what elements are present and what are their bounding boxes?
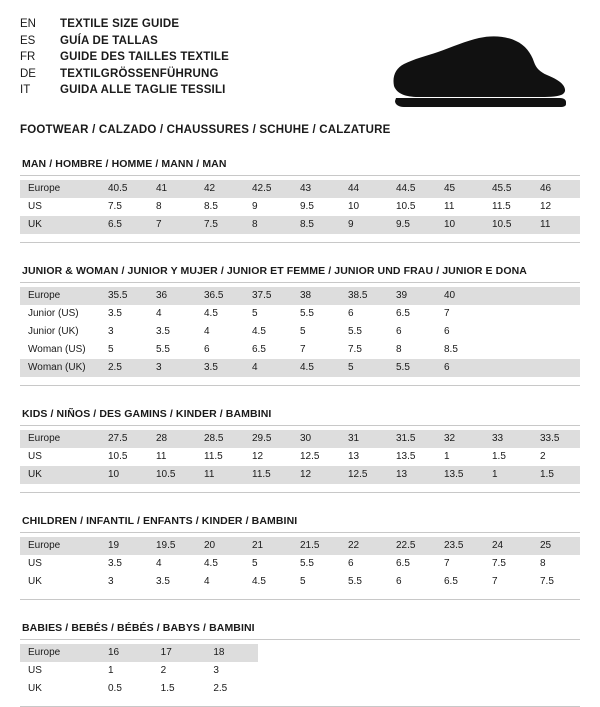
- size-cell: [532, 323, 580, 341]
- size-cell: 40.5: [108, 183, 128, 194]
- row-header: Junior (US): [28, 308, 79, 319]
- size-cell: 9: [252, 201, 258, 212]
- size-table-block: [20, 622, 580, 707]
- size-table-block: [20, 158, 580, 243]
- size-cell: 8.5: [300, 219, 314, 230]
- size-cell: 19.5: [156, 540, 176, 551]
- row-header: UK: [28, 683, 42, 694]
- size-cell: 6: [396, 576, 402, 587]
- size-cell: 13: [396, 469, 408, 480]
- size-cell: 3: [108, 326, 114, 337]
- divider: [20, 639, 580, 640]
- size-cell: 11.5: [252, 469, 271, 480]
- size-cell: 38: [300, 290, 312, 301]
- size-cell: 8: [252, 219, 258, 230]
- size-cell: 13.5: [396, 451, 416, 462]
- size-cell: 44.5: [396, 183, 416, 194]
- size-cell: 32: [444, 433, 456, 444]
- row-header: Europe: [28, 290, 61, 301]
- size-cell: 10: [108, 469, 120, 480]
- size-cell: 11.5: [204, 451, 223, 462]
- size-cell: 9.5: [300, 201, 314, 212]
- size-cell: 5.5: [348, 576, 362, 587]
- size-cell: 10: [444, 219, 456, 230]
- size-cell: 20: [204, 540, 216, 551]
- size-cell: 33.5: [540, 433, 560, 444]
- size-cell: 5: [252, 308, 258, 319]
- size-cell: 4: [204, 326, 210, 337]
- size-cell: 7: [492, 576, 498, 587]
- divider: [20, 492, 580, 493]
- size-cell: 3.5: [156, 576, 170, 587]
- size-cell: 6: [348, 308, 354, 319]
- size-cell: 3.5: [108, 308, 122, 319]
- size-cell: 7.5: [492, 558, 506, 569]
- size-cell: 16: [108, 647, 120, 658]
- size-cell: [484, 323, 532, 341]
- language-title: TEXTILGRÖSSENFÜHRUNG: [60, 67, 219, 80]
- size-table: [20, 180, 580, 234]
- size-cell: 11: [156, 451, 167, 462]
- table-row: [20, 466, 580, 484]
- size-table-label: JUNIOR & WOMAN / JUNIOR Y MUJER / JUNIOR ET FEMME / JUNIOR UND FRAU / JUNIOR E DONA: [22, 265, 527, 277]
- size-table: [20, 644, 258, 698]
- size-cell: 6: [444, 362, 450, 373]
- size-cell: [532, 305, 580, 323]
- table-row: [20, 680, 258, 698]
- language-row: [20, 66, 229, 83]
- size-table: [20, 287, 580, 377]
- size-cell: 3.5: [204, 362, 218, 373]
- language-code: ES: [20, 34, 36, 47]
- row-header: Europe: [28, 540, 61, 551]
- row-header: Junior (UK): [28, 326, 79, 337]
- size-cell: 28: [156, 433, 168, 444]
- size-table-block: [20, 265, 580, 386]
- size-table-label: MAN / HOMBRE / HOMME / MANN / MAN: [22, 158, 227, 170]
- size-cell: 30: [300, 433, 312, 444]
- language-code: DE: [20, 67, 36, 80]
- size-cell: 21.5: [300, 540, 320, 551]
- size-cell: 5: [348, 362, 354, 373]
- size-cell: 6.5: [444, 576, 458, 587]
- size-cell: 10.5: [156, 469, 176, 480]
- size-cell: 7: [300, 344, 306, 355]
- size-cell: 13: [348, 451, 360, 462]
- row-header: UK: [28, 469, 42, 480]
- size-cell: 2: [540, 451, 546, 462]
- table-row: [20, 448, 580, 466]
- size-cell: 31: [348, 433, 360, 444]
- size-cell: 44: [348, 183, 360, 194]
- language-title: GUIDE DES TAILLES TEXTILE: [60, 51, 229, 63]
- size-cell: 7.5: [348, 344, 362, 355]
- size-cell: 8.5: [444, 344, 458, 355]
- size-cell: 39: [396, 290, 408, 301]
- size-cell: 27.5: [108, 433, 128, 444]
- size-cell: 42: [204, 183, 216, 194]
- dress-shoe-icon: [382, 30, 572, 110]
- size-cell: 29.5: [252, 433, 272, 444]
- size-cell: 5: [108, 344, 114, 355]
- size-cell: 35.5: [108, 290, 128, 301]
- size-cell: [532, 287, 580, 305]
- size-cell: 7: [444, 558, 450, 569]
- size-cell: 28.5: [204, 433, 224, 444]
- divider: [20, 532, 580, 533]
- size-cell: 1.5: [540, 469, 554, 480]
- size-cell: 6: [444, 326, 450, 337]
- size-cell: 3.5: [108, 558, 122, 569]
- size-cell: 3.5: [156, 326, 170, 337]
- size-cell: 4.5: [252, 326, 266, 337]
- size-cell: 1.5: [492, 451, 506, 462]
- size-cell: 5.5: [156, 344, 170, 355]
- size-cell: [484, 305, 532, 323]
- table-row: [20, 198, 580, 216]
- language-title-list: [20, 16, 229, 99]
- size-cell: 10.5: [492, 219, 512, 230]
- divider: [20, 385, 580, 386]
- table-row: [20, 573, 580, 591]
- size-cell: 11: [540, 219, 551, 230]
- size-cell: 2.5: [213, 683, 228, 694]
- language-title: GUIDA ALLE TAGLIE TESSILI: [60, 84, 226, 96]
- size-cell: [484, 359, 532, 377]
- language-title: GUÍA DE TALLAS: [60, 34, 158, 47]
- category-title: FOOTWEAR / CALZADO / CHAUSSURES / SCHUHE / CALZATURE: [20, 124, 391, 136]
- size-cell: 21: [252, 540, 264, 551]
- size-cell: 6.5: [252, 344, 266, 355]
- size-cell: 45.5: [492, 183, 512, 194]
- divider: [20, 175, 580, 176]
- size-cell: [532, 359, 580, 377]
- size-cell: 5.5: [300, 308, 314, 319]
- size-cell: 10.5: [396, 201, 416, 212]
- size-cell: 25: [540, 540, 552, 551]
- size-cell: 1.5: [160, 683, 175, 694]
- divider: [20, 242, 580, 243]
- size-cell: 11: [444, 201, 455, 212]
- size-cell: 4.5: [300, 362, 314, 373]
- language-title: TEXTILE SIZE GUIDE: [60, 18, 180, 30]
- size-cell: 5.5: [300, 558, 314, 569]
- size-cell: 6: [348, 558, 354, 569]
- size-tables-container: [20, 158, 580, 707]
- size-table-label: BABIES / BEBÉS / BÉBÉS / BABYS / BAMBINI: [22, 622, 255, 634]
- table-row: [20, 287, 580, 305]
- size-cell: 7.5: [108, 201, 122, 212]
- table-row: [20, 644, 258, 662]
- size-cell: 12.5: [348, 469, 368, 480]
- size-cell: 4: [252, 362, 258, 373]
- size-cell: 19: [108, 540, 120, 551]
- size-cell: 38.5: [348, 290, 368, 301]
- language-row: [20, 82, 229, 99]
- table-row: [20, 555, 580, 573]
- size-table-block: [20, 515, 580, 600]
- size-cell: 12: [540, 201, 552, 212]
- language-code: IT: [20, 84, 31, 96]
- size-cell: 43: [300, 183, 312, 194]
- size-cell: [532, 341, 580, 359]
- size-cell: 5: [252, 558, 258, 569]
- size-cell: [484, 341, 532, 359]
- size-cell: 5.5: [396, 362, 410, 373]
- size-table-label: KIDS / NIÑOS / DES GAMINS / KINDER / BAMBINI: [22, 408, 272, 420]
- size-cell: 5: [300, 326, 306, 337]
- table-row: [20, 305, 580, 323]
- size-cell: 36.5: [204, 290, 224, 301]
- size-cell: 7: [444, 308, 450, 319]
- size-cell: 4.5: [204, 558, 218, 569]
- size-cell: 8: [396, 344, 402, 355]
- size-cell: 5: [300, 576, 306, 587]
- row-header: US: [28, 558, 42, 569]
- size-cell: 13.5: [444, 469, 464, 480]
- row-header: Woman (US): [28, 344, 86, 355]
- size-cell: 4: [204, 576, 210, 587]
- table-row: [20, 359, 580, 377]
- divider: [20, 425, 580, 426]
- table-row: [20, 341, 580, 359]
- size-cell: 36: [156, 290, 168, 301]
- table-row: [20, 180, 580, 198]
- size-table-label: CHILDREN / INFANTIL / ENFANTS / KINDER / BAMBINI: [22, 515, 298, 527]
- size-cell: 5.5: [348, 326, 362, 337]
- size-table-block: [20, 408, 580, 493]
- row-header: UK: [28, 576, 42, 587]
- size-cell: 6.5: [396, 558, 410, 569]
- size-cell: 4: [156, 308, 162, 319]
- size-cell: 22: [348, 540, 360, 551]
- size-cell: 40: [444, 290, 456, 301]
- size-cell: 23.5: [444, 540, 464, 551]
- size-cell: 7.5: [540, 576, 554, 587]
- size-cell: 11: [204, 469, 215, 480]
- size-cell: [484, 287, 532, 305]
- row-header: US: [28, 665, 42, 676]
- size-cell: 4: [156, 558, 162, 569]
- size-cell: 31.5: [396, 433, 416, 444]
- size-cell: 6: [396, 326, 402, 337]
- language-row: [20, 16, 229, 33]
- size-cell: 7: [156, 219, 162, 230]
- table-row: [20, 662, 258, 680]
- row-header: Europe: [28, 433, 61, 444]
- size-cell: 8.5: [204, 201, 218, 212]
- table-row: [20, 430, 580, 448]
- size-cell: 8: [156, 201, 162, 212]
- table-row: [20, 323, 580, 341]
- size-cell: 2.5: [108, 362, 122, 373]
- size-cell: 10: [348, 201, 360, 212]
- size-cell: 22.5: [396, 540, 416, 551]
- size-cell: 18: [213, 647, 225, 658]
- row-header: Woman (UK): [28, 362, 86, 373]
- row-header: Europe: [28, 647, 61, 658]
- row-header: US: [28, 451, 42, 462]
- size-table: [20, 430, 580, 484]
- document-header: [20, 16, 580, 110]
- language-row: [20, 33, 229, 50]
- size-cell: 41: [156, 183, 168, 194]
- size-cell: 37.5: [252, 290, 272, 301]
- table-row: [20, 537, 580, 555]
- size-cell: 12: [300, 469, 312, 480]
- language-row: [20, 49, 229, 66]
- size-cell: 8: [540, 558, 546, 569]
- size-table: [20, 537, 580, 591]
- size-cell: 46: [540, 183, 552, 194]
- size-cell: 9: [348, 219, 354, 230]
- size-cell: 10.5: [108, 451, 128, 462]
- size-cell: 3: [213, 665, 219, 676]
- row-header: US: [28, 201, 42, 212]
- size-cell: 7.5: [204, 219, 218, 230]
- size-cell: 1: [108, 665, 114, 676]
- size-cell: 11.5: [492, 201, 511, 212]
- size-cell: 6: [204, 344, 210, 355]
- size-cell: 12: [252, 451, 264, 462]
- size-cell: 4.5: [204, 308, 218, 319]
- size-cell: 17: [160, 647, 172, 658]
- size-cell: 0.5: [108, 683, 122, 694]
- size-cell: 6.5: [108, 219, 122, 230]
- size-cell: 42.5: [252, 183, 272, 194]
- divider: [20, 282, 580, 283]
- size-cell: 1: [492, 469, 498, 480]
- language-code: FR: [20, 51, 36, 63]
- size-cell: 12.5: [300, 451, 320, 462]
- size-cell: 24: [492, 540, 504, 551]
- size-cell: 6.5: [396, 308, 410, 319]
- size-cell: 9.5: [396, 219, 410, 230]
- size-cell: 4.5: [252, 576, 266, 587]
- size-cell: 1: [444, 451, 450, 462]
- language-code: EN: [20, 18, 36, 30]
- row-header: UK: [28, 219, 42, 230]
- size-cell: 2: [160, 665, 167, 676]
- size-cell: 45: [444, 183, 456, 194]
- row-header: Europe: [28, 183, 61, 194]
- size-cell: 33: [492, 433, 504, 444]
- table-row: [20, 216, 580, 234]
- size-cell: 3: [156, 362, 162, 373]
- size-cell: 3: [108, 576, 114, 587]
